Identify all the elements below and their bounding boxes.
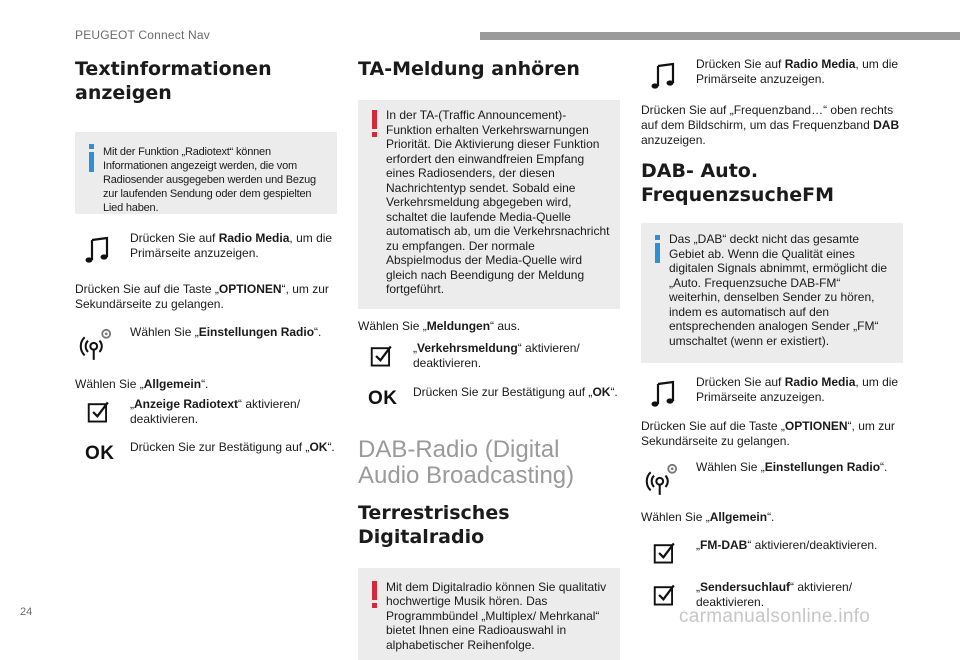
step-bold: Radio Media [785,57,856,71]
warning-note-text: In der TA-(Traffic Announcement)-Funktion erhalten Verkehrswarnungen Priorität. Die Aktivierung dieser Funktion erfordert den einwandfreien Empfang eines Radiosenders, der diesen Nachrichtentyp sendet. Sobald eine Verkehrsmeldung abgegeben wird, schaltet die laufende Media-Quelle automatisch ab, um die Verkehrsnachricht zu empfangen. Der normale Abspielmodus der Media-Quelle wird gleich nach Beendigung der Meldung fortgeführt. [386,108,609,296]
info-note-text: Mit der Funktion „Radiotext“ können Informationen angezeigt werden, die vom Radiosender ausgegeben werden und Bezug zur laufenden Sendung oder dem gespielten Lied haben. [103,146,316,214]
checkbox-icon [370,343,396,369]
warning-note [358,568,620,660]
dab-radio-heading: DAB-Radio (Digital Audio Broadcasting) [358,437,620,489]
section-heading: DAB- Auto. FrequenzsucheFM [641,159,903,207]
warning-note [358,100,620,309]
info-note [641,223,903,363]
info-icon [651,235,665,263]
step-post: , um die Primärseite anzuzeigen. [696,375,898,404]
instruction-frequency-band [641,103,903,148]
step-pre: Drücken Sie zur Bestätigung auf „ [130,440,309,454]
checkbox-icon [653,540,679,566]
text-post: “. [767,510,774,524]
checkbox-icon [87,399,113,425]
text-pre: Drücken Sie auf „Frequenzband…“ oben rechts auf dem Bildschirm, um das Frequenzband [641,103,893,132]
instruction-options [75,282,337,312]
text-bold: OPTIONEN [219,282,282,296]
step-bold: Anzeige Radiotext [134,397,238,411]
step-bold: Verkehrsmeldung [417,341,518,355]
checkbox-icon [653,582,679,608]
text-post: “. [201,377,208,391]
step-post: “. [327,440,334,454]
step-radiotext-toggle [75,397,337,429]
text-post: “, um zur Sekundärseite zu gelangen. [75,282,329,311]
step-post: “. [880,460,887,474]
step-pre: Wählen Sie „ [130,325,199,339]
step-traffic-toggle [358,341,620,373]
radio-settings-icon [79,327,113,361]
radio-settings-icon [645,462,679,496]
header-bar [480,32,960,40]
step-bold: Einstellungen Radio [765,460,880,474]
text-post: “ aus. [490,319,520,333]
instruction-options [641,419,903,449]
column-3 [641,50,903,612]
step-post: “ aktivieren/ deaktivieren. [413,341,580,370]
step-radio-media [641,375,903,407]
step-radio-media [75,231,337,263]
step-post: “ aktivieren/ deaktivieren. [696,580,852,609]
step-confirm-ok [358,385,620,417]
ok-button-icon: OK [368,391,398,406]
step-pre: „ [696,538,700,552]
step-bold: OK [309,440,327,454]
step-radio-media [641,57,903,89]
text-bold: Meldungen [427,319,490,333]
step-post: “ aktivieren/ deaktivieren. [130,397,300,426]
text-pre: Wählen Sie „ [641,510,710,524]
music-note-icon [649,379,679,409]
step-bold: Radio Media [219,231,290,245]
warning-note-text: Mit dem Digitalradio können Sie qualitativ hochwertige Musik hören. Das Programmbündel „Multiplex/ Mehrkanal“ bietet Ihnen eine Radioauswahl in alphabetischer Reihenfolge. [386,580,606,652]
instruction-general [641,510,903,525]
step-post: “. [610,385,617,399]
watermark-text: carmanualsonline.info [679,606,870,628]
step-bold: FM-DAB [700,538,747,552]
text-post: “, um zur Sekundärseite zu gelangen. [641,419,895,448]
text-pre: Drücken Sie auf die Taste „ [75,282,219,296]
instruction-messages [358,319,620,334]
step-pre: „ [413,341,417,355]
step-settings-radio [75,325,337,369]
step-pre: Drücken Sie auf [696,57,785,71]
text-bold: Allgemein [144,377,201,391]
info-icon [85,144,99,172]
column-1 [75,50,337,472]
section-heading: Textinformationen anzeigen [75,57,337,105]
warning-icon [368,581,382,609]
text-pre: Wählen Sie „ [358,319,427,333]
step-bold: Sendersuchlauf [700,580,790,594]
step-post: , um die Primärseite anzuzeigen. [696,57,898,86]
text-bold: Allgemein [710,510,767,524]
step-pre: Wählen Sie „ [696,460,765,474]
music-note-icon [649,61,679,91]
step-bold: Radio Media [785,375,856,389]
step-bold: Einstellungen Radio [199,325,314,339]
text-post: anzuzeigen. [641,133,706,147]
info-note [75,132,337,214]
step-post: “ aktivieren/deaktivieren. [747,538,877,552]
step-pre: Drücken Sie auf [696,375,785,389]
page-number: 24 [20,606,32,618]
text-pre: Wählen Sie „ [75,377,144,391]
document-header-title: PEUGEOT Connect Nav [75,28,210,42]
step-fm-dab-toggle [641,538,903,570]
step-pre: „ [130,397,134,411]
instruction-general [75,377,337,392]
warning-icon [368,110,382,138]
step-pre: Drücken Sie zur Bestätigung auf „ [413,385,592,399]
step-settings-radio [641,460,903,504]
step-post: “. [314,325,321,339]
step-bold: OK [592,385,610,399]
step-pre: „ [696,580,700,594]
ok-button-icon: OK [85,446,115,461]
text-pre: Drücken Sie auf die Taste „ [641,419,785,433]
text-bold: OPTIONEN [785,419,848,433]
step-post: , um die Primärseite anzuzeigen. [130,231,332,260]
step-pre: Drücken Sie auf [130,231,219,245]
section-heading: Terrestrisches Digitalradio [358,501,620,549]
step-confirm-ok [75,440,337,472]
text-bold: DAB [873,118,899,132]
info-note-text: Das „DAB“ deckt nicht das gesamte Gebiet ab. Wenn die Qualität eines digitalen Signals abnimmt, ermöglicht die „Auto. Frequenzsuche DAB-FM“ weiterhin, denselben Sender zu hören, indem es automatisch auf den entsprechenden analogen Sender „FM“ umschaltet (wenn er existiert). [669,232,887,348]
column-2 [358,50,620,660]
section-heading: TA-Meldung anhören [358,57,620,81]
music-note-icon [83,235,113,265]
